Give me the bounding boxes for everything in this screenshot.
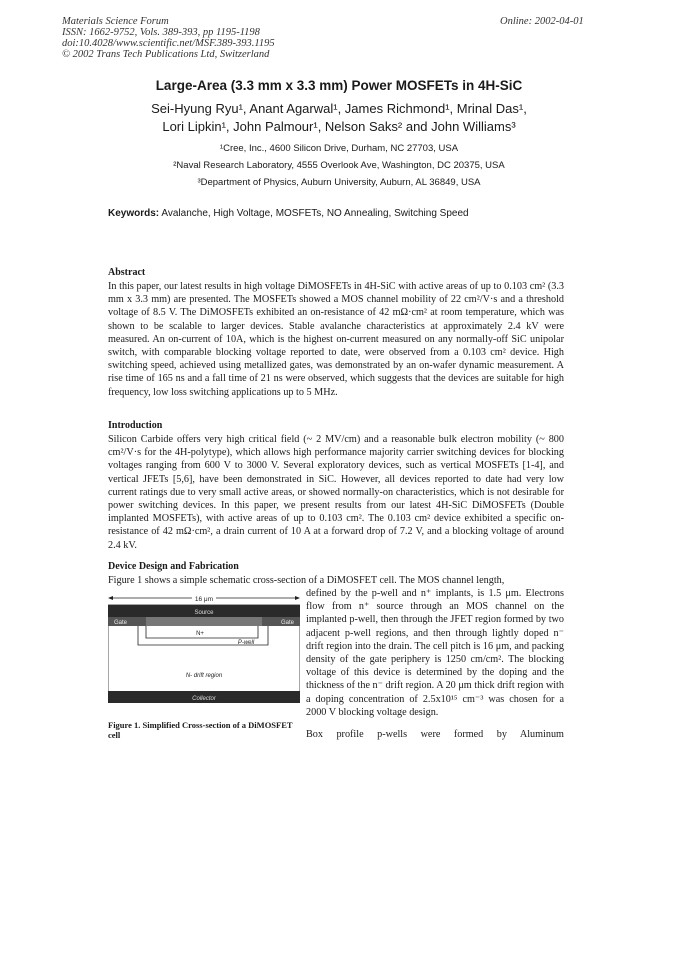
online-date: Online: 2002-04-01 (500, 16, 584, 27)
abstract-heading: Abstract (108, 267, 146, 278)
design-heading: Device Design and Fabrication (108, 561, 239, 572)
abstract-text: In this paper, our latest results in high voltage DiMOSFETs in 4H-SiC with active areas of up to 0.103 cm² (3.3 mm x 3.3 mm) are presented. The MOSFETs showed a MOS channel mobility of 22 cm²/V·s and a threshold voltage of 8.5 V. The DiMOSFETs exhibited an on-resistance of 42 mΩ·cm² at room temperature, which was shown to be scalable to larger devices. Stable avalanche characteristics at approximately 2.4 kV were measured. An on-current of 10A, which is the highest on-current measured on any normally-off SiC unipolar switch, with comparable blocking voltage reported to date, were observed from a 0.103 cm² device. High switching speed, achieved using metallized gates, was demonstrated by an on-wafer dynamic measurement. A rise time of 165 ns and a fall time of 21 ns were observed, which suggests that the devices are suitable for high frequency, low loss switching applications up to 5 MHz. (108, 281, 564, 398)
nplus-label: N+ (196, 631, 204, 637)
paper-title: Large-Area (3.3 mm x 3.3 mm) Power MOSFETs in 4H-SiC (155, 78, 523, 93)
figure-1-cross-section (108, 593, 300, 703)
copyright-line: © 2002 Trans Tech Publications Ltd, Switzerland (62, 49, 270, 60)
keywords-label: Keywords: (108, 208, 160, 219)
affiliation-2: ²Naval Research Laboratory, 4555 Overlook Ave, Washington, DC 20375, USA (173, 160, 505, 171)
pwell-label: P-well (237, 640, 255, 646)
design-right-column: defined by the p-well and n⁺ implants, is 1.5 μm. Electrons flow from n⁺ source through an MOS channel on the implanted p-well, then through the JFET region formed by two adjacent p-well regions, and then through lightly doped n⁻ drift region into the drain. The cell pitch is 16 μm, and packing density of the gate periphery is 1250 cm/cm². The blocking voltage of this device is determined by the doping and the thickness of the n⁻ drift region. A 20 μm thick drift region with a doping concentration of 2.5x10¹⁵ cm⁻³ was chosen for a 2000 V blocking voltage design. (306, 588, 564, 718)
design-first-line: Figure 1 shows a simple schematic cross-section of a DiMOSFET cell. The MOS channel length, (108, 575, 505, 586)
design-last-line: Box profile p-wells were formed by Aluminum (306, 729, 564, 740)
gate-right-label: Gate (280, 620, 294, 626)
authors-line-2: Lori Lipkin¹, John Palmour¹, Nelson Saks² and John Williams³ (162, 119, 516, 134)
figure-1-caption: Figure 1. Simplified Cross-section of a DiMOSFET cell (108, 720, 293, 740)
source-label: Source (194, 610, 214, 616)
intro-heading: Introduction (108, 420, 163, 431)
authors-line-1: Sei-Hyung Ryu¹, Anant Agarwal¹, James Richmond¹, Mrinal Das¹, (151, 101, 527, 116)
dimension-label: 16 μm (194, 596, 214, 603)
affiliation-3: ³Department of Physics, Auburn University, Auburn, AL 36849, USA (197, 177, 481, 188)
gate-oxide (146, 617, 262, 626)
gate-left-label: Gate (114, 620, 128, 626)
doi-line: doi:10.4028/www.scientific.net/MSF.389-393.1195 (62, 38, 275, 49)
dimension-arrow-right (295, 596, 300, 600)
collector-label: Collector (192, 696, 216, 702)
issn-line: ISSN: 1662-9752, Vols. 389-393, pp 1195-1198 (62, 27, 260, 38)
drift-label: N- drift region (185, 673, 223, 679)
keywords (108, 208, 469, 219)
intro-text: Silicon Carbide offers very high critical field (~ 2 MV/cm) and a reasonable bulk electron mobility (~ 800 cm²/V·s for the 4H-polytype), which allows high performance majority carrier switching devices for blocking voltages ranging from 600 V to 3000 V. Several exploratory devices, such as vertical MOSFETs [1-4], and vertical JFETs [5,6], have been demonstrated in SiC. However, all devices reported to date had very low current ratings due to very small active areas, or showed normally-on characteristics, which is not desirable for power switching devices. In this paper, we present results from our latest 4H-SiC DiMOSFETs (Double implanted MOSFETs), with active areas of up to 0.103 cm². The 0.103 cm² device exhibited a specific on-resistance of 42 mΩ·cm², a drain current of 10 A at a forward drop of 7.2 V, and a blocking voltage of around 2.4 kV. (108, 434, 564, 551)
journal-name: Materials Science Forum (62, 16, 169, 27)
keywords-text: Avalanche, High Voltage, MOSFETs, NO Annealing, Switching Speed (161, 208, 469, 219)
authors (0, 100, 678, 136)
affiliation-1: ¹Cree, Inc., 4600 Silicon Drive, Durham, NC 27703, USA (219, 143, 459, 154)
dimension-arrow-left (108, 596, 113, 600)
